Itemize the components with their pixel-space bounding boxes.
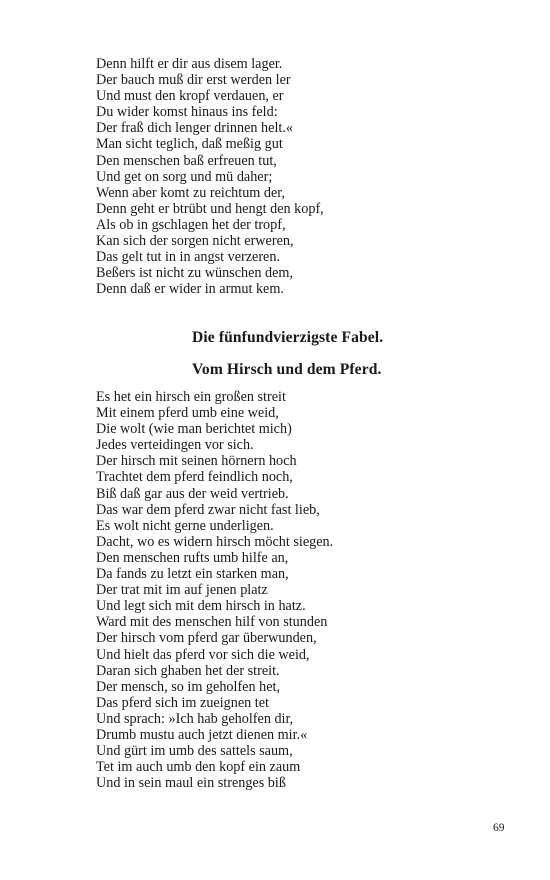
verse-line: Den menschen rufts umb hilfe an, <box>96 549 289 566</box>
verse-line: Drumb mustu auch jetzt dienen mir.« <box>96 726 308 743</box>
verse-line: Der hirsch mit seinen hörnern hoch <box>96 453 297 470</box>
verse-line: Ward mit des menschen hilf von stunden <box>96 614 328 631</box>
verse-line: Und gürt im umb des sattels saum, <box>96 743 293 760</box>
verse-line: Und sprach: »Ich hab geholfen dir, <box>96 710 294 727</box>
verse-line: Und get on sorg und mü daher; <box>96 168 273 185</box>
verse-line: Tet im auch umb den kopf ein zaum <box>96 759 301 776</box>
verse-line: Der hirsch vom pferd gar überwunden, <box>96 630 317 647</box>
verse-line: Jedes verteidingen vor sich. <box>96 437 254 454</box>
verse-block-top <box>96 56 324 297</box>
verse-line: Die wolt (wie man berichtet mich) <box>96 421 292 438</box>
verse-line: Den menschen baß erfreuen tut, <box>96 152 277 169</box>
verse-line: Mit einem pferd umb eine weid, <box>96 405 279 422</box>
verse-line: Der mensch, so im geholfen het, <box>96 678 280 695</box>
verse-line: Es het ein hirsch ein großen streit <box>96 389 286 405</box>
verse-line: Man sicht teglich, daß meßig gut <box>96 136 283 153</box>
verse-line: Daran sich ghaben het der streit. <box>96 662 280 679</box>
verse-line: Du wider komst hinaus ins feld: <box>96 104 278 121</box>
verse-line: Trachtet dem pferd feindlich noch, <box>96 469 293 486</box>
verse-line: Biß daß gar aus der weid vertrieb. <box>96 485 289 502</box>
verse-line: Der bauch muß dir erst werden ler <box>96 72 291 89</box>
verse-line: Beßers ist nicht zu wünschen dem, <box>96 265 294 282</box>
verse-line: Und in sein maul ein strenges biß <box>96 775 286 792</box>
verse-line: Und legt sich mit dem hirsch in hatz. <box>96 598 306 615</box>
verse-line: Kan sich der sorgen nicht erweren, <box>96 233 294 250</box>
verse-line: Dacht, wo es widern hirsch möcht siegen. <box>96 533 334 550</box>
verse-line: Denn hilft er dir aus disem lager. <box>96 56 283 72</box>
page-number: 69 <box>493 822 505 834</box>
verse-line: Der fraß dich lenger drinnen helt.« <box>96 120 293 137</box>
verse-line: Es wolt nicht gerne underligen. <box>96 517 274 534</box>
verse-line: Das war dem pferd zwar nicht fast lieb, <box>96 501 320 518</box>
verse-line: Da fands zu letzt ein starken man, <box>96 566 289 583</box>
verse-line: Das pferd sich im zueignen tet <box>96 694 269 711</box>
verse-line: Wenn aber komt zu reichtum der, <box>96 184 285 201</box>
verse-line: Denn daß er wider in armut kem. <box>96 281 284 298</box>
verse-line: Und hielt das pferd vor sich die weid, <box>96 646 310 663</box>
verse-block-bottom <box>96 389 333 791</box>
verse-line: Und must den kropf verdauen, er <box>96 88 284 105</box>
verse-line: Als ob in gschlagen het der tropf, <box>96 216 286 233</box>
verse-line: Denn geht er btrübt und hengt den kopf, <box>96 200 324 217</box>
verse-line: Der trat mit im auf jenen platz <box>96 582 268 599</box>
fable-subtitle: Vom Hirsch und dem Pferd. <box>192 361 382 378</box>
fable-title: Die fünfundvierzigste Fabel. <box>192 329 384 346</box>
verse-line: Das gelt tut in in angst verzeren. <box>96 249 280 266</box>
